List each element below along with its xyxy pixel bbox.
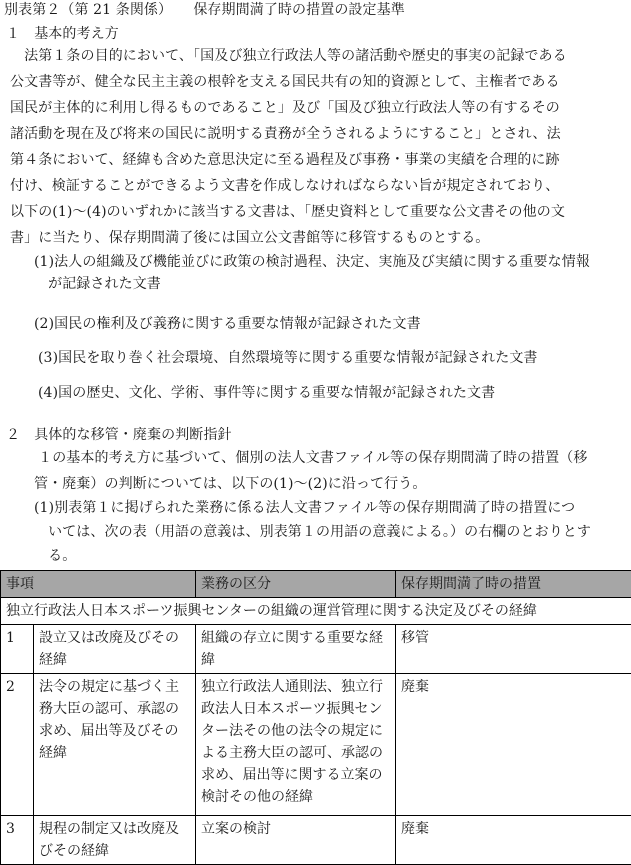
header-matter: 事項 — [1, 571, 196, 598]
row-number: 3 — [1, 816, 34, 865]
retention-table — [0, 570, 631, 865]
table-header-row — [1, 571, 631, 598]
row-number: 1 — [1, 625, 34, 674]
section-2-item-line: る。 — [34, 546, 76, 566]
document-title: 別表第２（第 21 条関係） 保存期間満了時の措置の設定基準 — [4, 0, 405, 20]
section-1-paragraph-line: 諸活動を現在及び将来の国民に説明する責務が全うされるようにすること」とされ、法 — [10, 124, 561, 144]
section-1-paragraph-line: 法第１条の目的において、「国及び独立行政法人等の諸活動や歴史的事実の記録である — [10, 46, 567, 66]
group-title: 独立行政法人日本スポーツ振興センターの組織の運営管理に関する決定及びその経緯 — [1, 598, 631, 625]
section-1-heading: １ 基本的考え方 — [6, 24, 119, 44]
table-group-row — [1, 598, 631, 625]
section-1-paragraph-line: 第４条において、経緯も含めた意思決定に至る過程及び事務・事業の実績を合理的に跡 — [10, 150, 560, 170]
row-item: 規程の制定又は改廃及びその経緯 — [34, 816, 196, 865]
section-1-paragraph-line: 公文書等が、健全な民主主義の根幹を支える国民共有の知的資源として、主権者である — [10, 72, 560, 92]
criteria-item-1: (1)法人の組織及び機能並びに政策の検討過程、決定、実施及び実績に関する重要な情報 — [34, 252, 590, 272]
section-2-paragraph-line: 管・廃棄）の判断については、以下の(1)～(2)に沿って行う。 — [34, 474, 426, 494]
table-row — [1, 625, 631, 674]
section-2-item-line: いては、次の表（用語の意義は、別表第１の用語の意義による。）の右欄のとおりとす — [34, 522, 591, 542]
criteria-item-4: (4)国の歴史、文化、学術、事件等に関する重要な情報が記録された文書 — [38, 383, 495, 403]
row-item: 法令の規定に基づく主務大臣の認可、承認の求め、届出等及びその経緯 — [34, 674, 196, 816]
criteria-item-1-cont: が記録された文書 — [34, 274, 161, 294]
row-category: 組織の存立に関する重要な経緯 — [196, 625, 396, 674]
criteria-item-2: (2)国民の権利及び義務に関する重要な情報が記録された文書 — [34, 314, 421, 334]
section-1-paragraph-line: 書」に当たり、保存期間満了後には国立公文書館等に移管するものとする。 — [10, 228, 489, 248]
row-category: 立案の検討 — [196, 816, 396, 865]
table-row — [1, 674, 631, 816]
section-2-paragraph-line: １の基本的考え方に基づいて、個別の法人文書ファイル等の保存期間満了時の措置（移 — [24, 448, 587, 468]
criteria-item-3: (3)国民を取り巻く社会環境、自然環境等に関する重要な情報が記録された文書 — [38, 348, 538, 368]
header-retention-action: 保存期間満了時の措置 — [396, 571, 631, 598]
row-category: 独立行政法人通則法、独立行政法人日本スポーツ振興センター法その他の法令の規定による主務大臣の認可、承認の求め、届出等に関する立案の検討その他の経緯 — [196, 674, 396, 816]
row-item: 設立又は改廃及びその経緯 — [34, 625, 196, 674]
section-1-paragraph-line: 国民が主体的に利用し得るものであること」及び「国及び独立行政法人等の有するその — [10, 98, 560, 118]
section-2-item-line: (1)別表第１に掲げられた業務に係る法人文書ファイル等の保存期間満了時の措置につ — [34, 498, 575, 518]
row-number: 2 — [1, 674, 34, 816]
header-business-category: 業務の区分 — [196, 571, 396, 598]
section-2-heading: ２ 具体的な移管・廃棄の判断指針 — [6, 425, 232, 445]
row-action: 廃棄 — [396, 674, 631, 816]
section-1-paragraph-line: 以下の(1)～(4)のいずれかに該当する文書は、「歴史資料として重要な公文書その他の文 — [10, 202, 565, 222]
table-row — [1, 816, 631, 865]
section-1-paragraph-line: 付け、検証することができるよう文書を作成しなければならない旨が規定されており、 — [10, 176, 559, 196]
row-action: 廃棄 — [396, 816, 631, 865]
row-action: 移管 — [396, 625, 631, 674]
